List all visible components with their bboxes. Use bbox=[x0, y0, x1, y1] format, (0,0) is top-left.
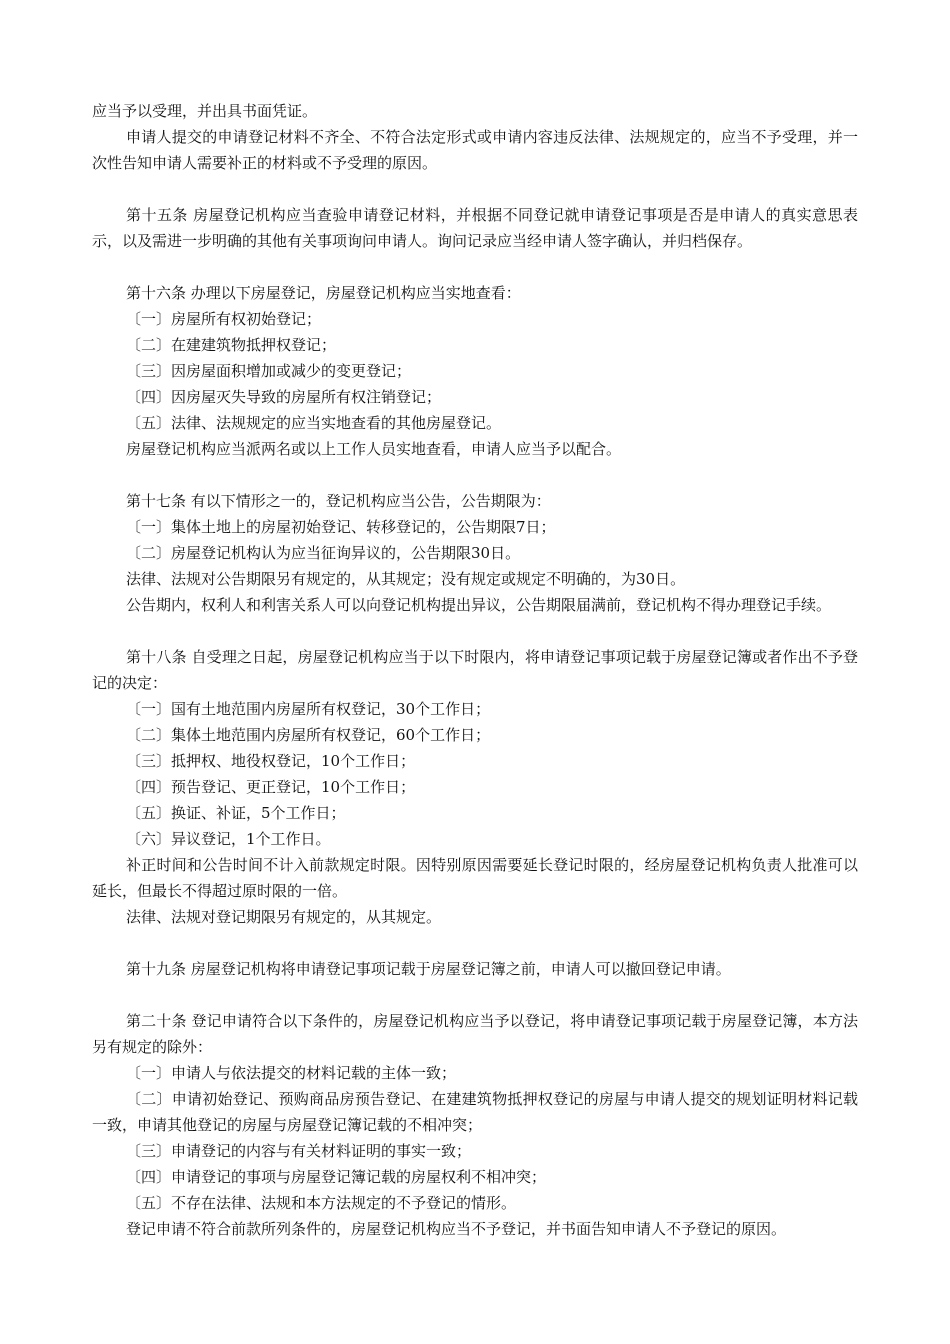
paragraph: 法律、法规对登记期限另有规定的，从其规定。 bbox=[126, 908, 442, 926]
list-item: 〔五〕不存在法律、法规和本方法规定的不予登记的情形。 bbox=[126, 1194, 517, 1212]
list-item: 〔五〕法律、法规规定的应当实地查看的其他房屋登记。 bbox=[126, 414, 502, 432]
paragraph: 应当予以受理，并出具书面凭证。 bbox=[92, 102, 318, 120]
paragraph-gap bbox=[92, 176, 858, 202]
paragraph-gap bbox=[92, 930, 858, 956]
list-item: 〔二〕在建建筑物抵押权登记； bbox=[126, 336, 337, 354]
article-15: 第十五条 房屋登记机构应当查验申请登记材料，并根据不同登记就申请登记事项是否是申请人的真实意思表示，以及需进一步明确的其他有关事项询问申请人。询问记录应当经申请人签字确认，并归档保存。 bbox=[92, 206, 858, 250]
article-16: 第十六条 办理以下房屋登记，房屋登记机构应当实地查看： bbox=[126, 284, 521, 302]
list-item: 〔二〕集体土地范围内房屋所有权登记，60个工作日； bbox=[126, 726, 491, 744]
paragraph: 补正时间和公告时间不计入前款规定时限。因特别原因需要延长登记时限的，经房屋登记机构负责人批准可以延长，但最长不得超过原时限的一倍。 bbox=[92, 856, 858, 900]
list-item: 〔六〕异议登记，1个工作日。 bbox=[126, 830, 331, 848]
paragraph: 登记申请不符合前款所列条件的，房屋登记机构应当不予登记，并书面告知申请人不予登记的原因。 bbox=[126, 1220, 787, 1238]
paragraph: 法律、法规对公告期限另有规定的，从其规定；没有规定或规定不明确的，为30日。 bbox=[126, 570, 686, 588]
list-item: 〔三〕因房屋面积增加或减少的变更登记； bbox=[126, 362, 412, 380]
list-item: 〔三〕申请登记的内容与有关材料证明的事实一致； bbox=[126, 1142, 472, 1160]
list-item: 〔四〕预告登记、更正登记，10个工作日； bbox=[126, 778, 416, 796]
list-item: 〔二〕房屋登记机构认为应当征询异议的，公告期限30日。 bbox=[126, 544, 521, 562]
list-item: 〔一〕房屋所有权初始登记； bbox=[126, 310, 322, 328]
paragraph-gap bbox=[92, 618, 858, 644]
article-17: 第十七条 有以下情形之一的，登记机构应当公告，公告期限为： bbox=[126, 492, 551, 510]
paragraph-gap bbox=[92, 462, 858, 488]
article-20: 第二十条 登记申请符合以下条件的，房屋登记机构应当予以登记，将申请登记事项记载于房屋登记簿，本方法另有规定的除外： bbox=[92, 1012, 858, 1056]
paragraph-gap bbox=[92, 254, 858, 280]
list-item: 〔四〕因房屋灭失导致的房屋所有权注销登记； bbox=[126, 388, 442, 406]
paragraph: 房屋登记机构应当派两名或以上工作人员实地查看，申请人应当予以配合。 bbox=[126, 440, 622, 458]
paragraph-gap bbox=[92, 982, 858, 1008]
article-18: 第十八条 自受理之日起，房屋登记机构应当于以下时限内，将申请登记事项记载于房屋登记簿或者作出不予登记的决定： bbox=[92, 648, 858, 692]
list-item: 〔四〕申请登记的事项与房屋登记簿记载的房屋权利不相冲突； bbox=[126, 1168, 547, 1186]
paragraph: 申请人提交的申请登记材料不齐全、不符合法定形式或申请内容违反法律、法规规定的，应当不予受理，并一次性告知申请人需要补正的材料或不予受理的原因。 bbox=[92, 128, 858, 172]
article-19: 第十九条 房屋登记机构将申请登记事项记载于房屋登记簿之前，申请人可以撤回登记申请。 bbox=[126, 960, 731, 978]
list-item: 〔三〕抵押权、地役权登记，10个工作日； bbox=[126, 752, 416, 770]
list-item: 〔一〕集体土地上的房屋初始登记、转移登记的，公告期限7日； bbox=[126, 518, 556, 536]
list-item: 〔二〕申请初始登记、预购商品房预告登记、在建建筑物抵押权登记的房屋与申请人提交的规划证明材料记载一致，申请其他登记的房屋与房屋登记簿记载的不相冲突； bbox=[92, 1090, 858, 1134]
list-item: 〔五〕换证、补证，5个工作日； bbox=[126, 804, 346, 822]
list-item: 〔一〕国有土地范围内房屋所有权登记，30个工作日； bbox=[126, 700, 491, 718]
paragraph: 公告期内，权利人和利害关系人可以向登记机构提出异议，公告期限届满前，登记机构不得办理登记手续。 bbox=[126, 596, 832, 614]
list-item: 〔一〕申请人与依法提交的材料记载的主体一致； bbox=[126, 1064, 457, 1082]
